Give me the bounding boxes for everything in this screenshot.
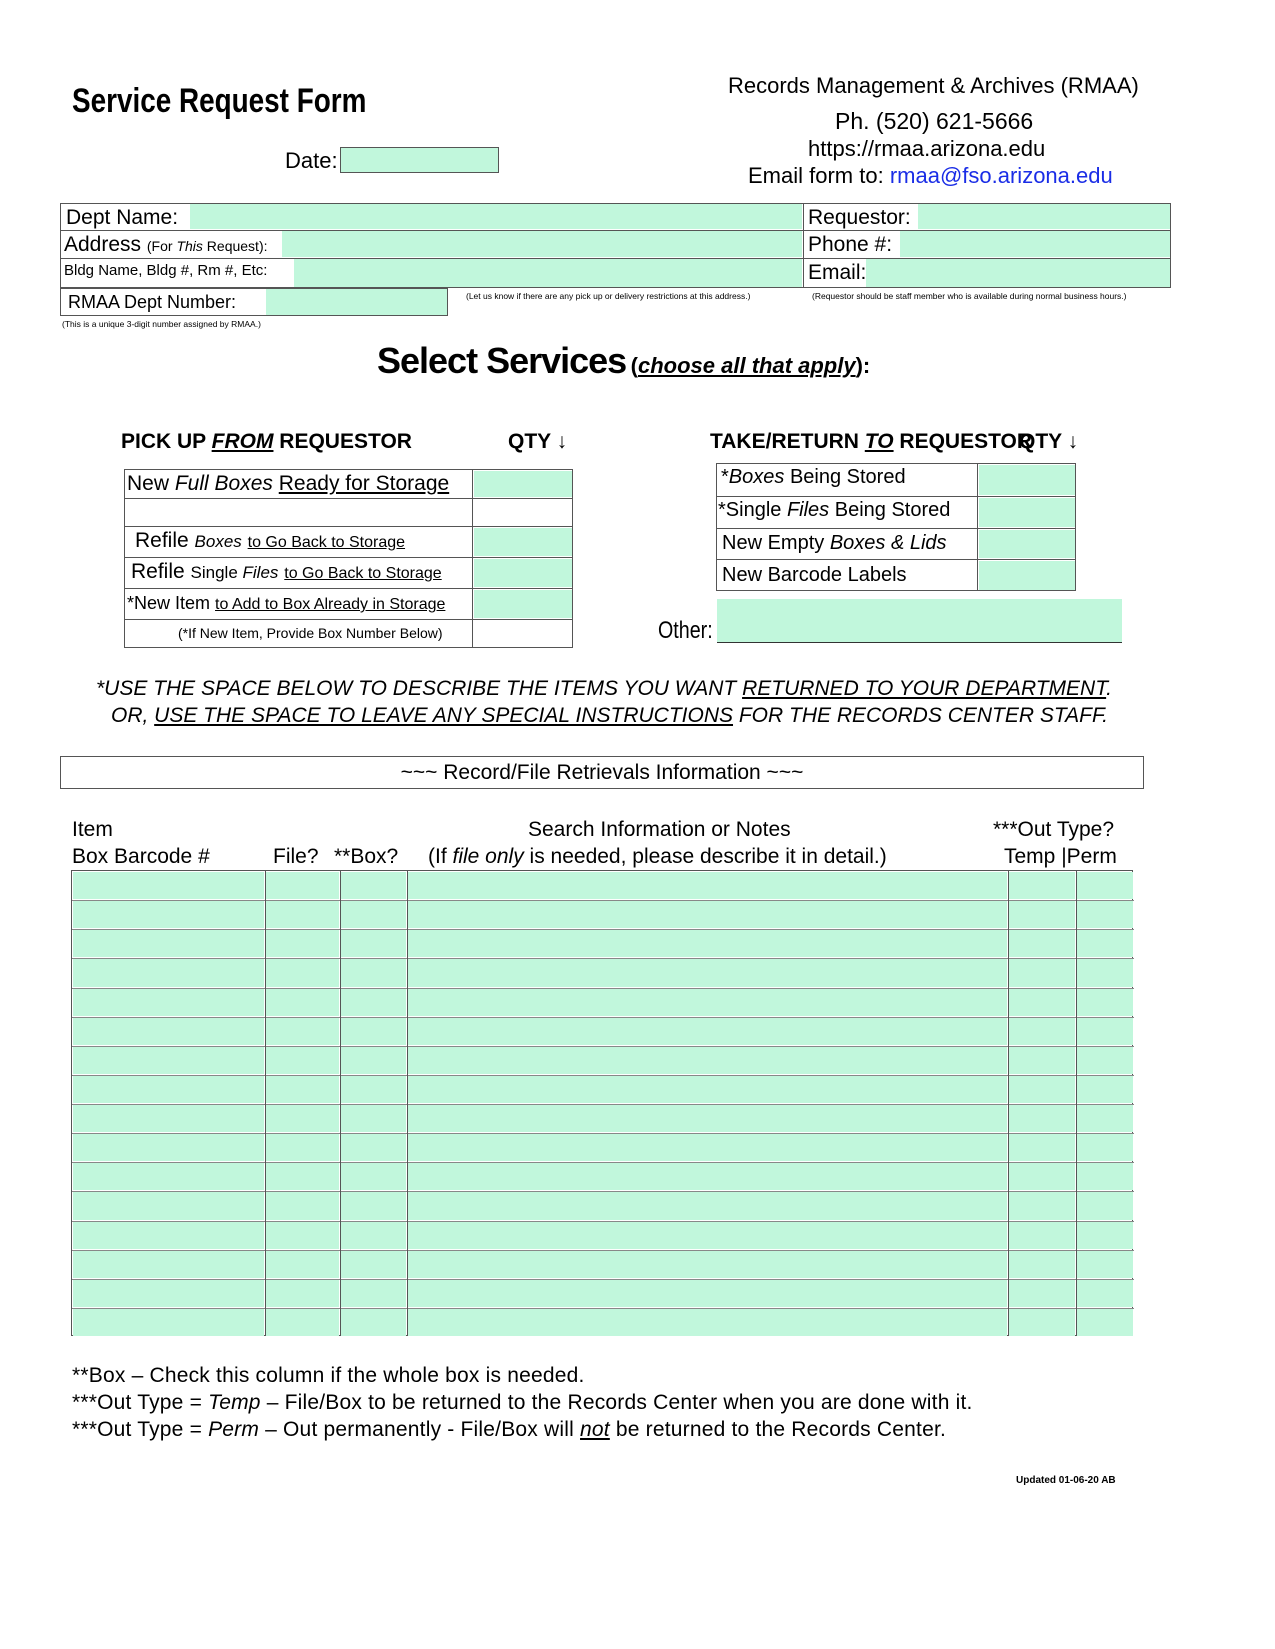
retrieval-temp-cell[interactable] — [1009, 989, 1075, 1016]
retrieval-box-cell[interactable] — [341, 901, 406, 928]
other-label: Other: — [658, 617, 713, 644]
retrieval-temp-cell[interactable] — [1009, 1163, 1075, 1190]
retrieval-file-cell[interactable] — [266, 901, 339, 928]
retrieval-row-divider — [72, 958, 1134, 959]
dept-name-field[interactable] — [190, 204, 802, 229]
retrieval-barcode-cell[interactable] — [73, 1047, 264, 1074]
retrieval-temp-cell[interactable] — [1009, 901, 1075, 928]
retrieval-box-cell[interactable] — [341, 959, 406, 986]
retrieval-row-divider — [72, 1308, 1134, 1309]
retrieval-search-cell[interactable] — [408, 1047, 1007, 1074]
date-label: Date: — [285, 148, 338, 173]
retrieval-perm-cell[interactable] — [1077, 1163, 1133, 1190]
retrieval-barcode-cell[interactable] — [73, 1192, 264, 1219]
col-search-label: Search Information or Notes — [528, 818, 791, 841]
retrieval-row-divider — [72, 1162, 1134, 1163]
retrieval-row-divider — [72, 988, 1134, 989]
retrieval-temp-cell[interactable] — [1009, 1018, 1075, 1045]
retrieval-search-cell[interactable] — [408, 1105, 1007, 1132]
retrieval-file-cell[interactable] — [266, 959, 339, 986]
retrieval-col-divider — [265, 871, 266, 1335]
retrieval-search-cell[interactable] — [408, 959, 1007, 986]
retrieval-row-divider — [72, 1279, 1134, 1280]
retrieval-perm-cell[interactable] — [1077, 872, 1133, 899]
requestor-field[interactable] — [918, 204, 1170, 229]
retrieval-file-cell[interactable] — [266, 1280, 339, 1307]
retrieval-file-cell[interactable] — [266, 1047, 339, 1074]
address-label: Address — [64, 233, 142, 256]
retrievals-banner-text: ~~~ Record/File Retrievals Information ~~~ — [400, 761, 804, 784]
retrieval-barcode-cell[interactable] — [73, 1309, 264, 1336]
address-field[interactable] — [282, 231, 802, 257]
email-line — [748, 163, 1113, 189]
retrieval-barcode-cell[interactable] — [73, 959, 264, 986]
select-services-heading: Select Services (choose all that apply): — [377, 340, 871, 381]
footnote-perm: ***Out Type = Perm – Out permanently - File/Box will not be returned to the Records Center. — [72, 1418, 947, 1441]
pickup-row-new-full-boxes: New Full Boxes Ready for Storage — [127, 472, 450, 495]
footnote-temp: ***Out Type = Temp – File/Box to be returned to the Records Center when you are done with it. — [72, 1391, 973, 1414]
org-url: https://rmaa.arizona.edu — [808, 136, 1046, 161]
retrieval-box-cell[interactable] — [341, 872, 406, 899]
address-for-pre: (For — [146, 238, 177, 254]
address-for-post: Request): — [202, 238, 268, 254]
retrieval-row-divider — [72, 900, 1134, 901]
retrieval-search-cell[interactable] — [408, 930, 1007, 957]
requestor-label: Requestor: — [808, 206, 911, 229]
retrieval-search-cell[interactable] — [408, 1222, 1007, 1249]
retrieval-box-cell[interactable] — [341, 1018, 406, 1045]
instructions-line-2: OR, USE THE SPACE TO LEAVE ANY SPECIAL INSTRUCTIONS FOR THE RECORDS CENTER STAFF. — [111, 704, 1108, 727]
col-file-label: File? — [273, 845, 319, 868]
return-heading: TAKE/RETURN TO REQUESTOR — [710, 430, 1033, 453]
phone-field[interactable] — [900, 231, 1170, 257]
retrieval-barcode-cell[interactable] — [73, 1105, 264, 1132]
retrieval-box-cell[interactable] — [341, 1134, 406, 1161]
retrieval-file-cell[interactable] — [266, 1251, 339, 1278]
return-qty-barcode-labels[interactable] — [979, 561, 1075, 590]
retrieval-search-cell[interactable] — [408, 1309, 1007, 1336]
retrieval-perm-cell[interactable] — [1077, 1280, 1133, 1307]
pickup-restriction-note: (Let us know if there are any pick up or delivery restrictions at this address.) — [466, 291, 751, 301]
col-outtype-label: ***Out Type? — [993, 818, 1115, 841]
rmaa-dept-field[interactable] — [266, 289, 447, 315]
retrieval-box-cell[interactable] — [341, 1105, 406, 1132]
pickup-qty-new-full-boxes[interactable] — [474, 471, 572, 497]
retrieval-perm-cell[interactable] — [1077, 1309, 1133, 1336]
retrieval-row-divider — [72, 1191, 1134, 1192]
retrieval-file-cell[interactable] — [266, 1018, 339, 1045]
retrieval-file-cell[interactable] — [266, 989, 339, 1016]
retrieval-temp-cell[interactable] — [1009, 1047, 1075, 1074]
retrieval-temp-cell[interactable] — [1009, 1105, 1075, 1132]
retrieval-temp-cell[interactable] — [1009, 1222, 1075, 1249]
retrieval-temp-cell[interactable] — [1009, 1309, 1075, 1336]
email-link[interactable]: rmaa@fso.arizona.edu — [889, 163, 1113, 188]
col-perm-label: Perm — [1066, 845, 1117, 868]
retrieval-box-cell[interactable] — [341, 1076, 406, 1103]
retrieval-barcode-cell[interactable] — [73, 901, 264, 928]
retrievals-grid — [71, 870, 1133, 1336]
pickup-qty-new-item[interactable] — [474, 590, 572, 618]
retrieval-search-cell[interactable] — [408, 901, 1007, 928]
pickup-qty-label: QTY ↓ — [508, 430, 568, 453]
retrieval-barcode-cell[interactable] — [73, 1134, 264, 1161]
return-row-files-stored: *Single Files Being Stored — [718, 499, 951, 521]
retrieval-perm-cell[interactable] — [1077, 1105, 1133, 1132]
bldg-field[interactable] — [294, 259, 802, 287]
retrieval-temp-cell[interactable] — [1009, 959, 1075, 986]
retrieval-search-cell[interactable] — [408, 1018, 1007, 1045]
retrieval-barcode-cell[interactable] — [73, 989, 264, 1016]
return-qty-empty-boxes[interactable] — [979, 530, 1075, 558]
pickup-qty-refile-boxes[interactable] — [474, 528, 572, 556]
retrieval-temp-cell[interactable] — [1009, 1192, 1075, 1219]
pickup-row-new-item-note: (*If New Item, Provide Box Number Below) — [178, 625, 443, 641]
retrieval-barcode-cell[interactable] — [73, 1163, 264, 1190]
email-field-label: Email: — [808, 261, 867, 284]
retrieval-box-cell[interactable] — [341, 1251, 406, 1278]
return-row-barcode-labels: New Barcode Labels — [722, 564, 907, 586]
retrieval-row-divider — [72, 929, 1134, 930]
address-label-line — [64, 233, 268, 257]
retrieval-perm-cell[interactable] — [1077, 1076, 1133, 1103]
retrieval-barcode-cell[interactable] — [73, 1076, 264, 1103]
pickup-heading: PICK UP FROM REQUESTOR — [121, 430, 412, 453]
email-field[interactable] — [866, 259, 1170, 287]
retrieval-perm-cell[interactable] — [1077, 901, 1133, 928]
retrieval-search-cell[interactable] — [408, 1134, 1007, 1161]
retrieval-perm-cell[interactable] — [1077, 959, 1133, 986]
retrieval-perm-cell[interactable] — [1077, 1018, 1133, 1045]
col-search-sub-label: (If file only is needed, please describe it in detail.) — [428, 845, 887, 868]
rmaa-dept-label: RMAA Dept Number: — [68, 292, 237, 312]
col-box-label: **Box? — [334, 845, 399, 868]
retrieval-temp-cell[interactable] — [1009, 930, 1075, 957]
pickup-qty-refile-files[interactable] — [474, 559, 572, 587]
retrieval-search-cell[interactable] — [408, 1251, 1007, 1278]
retrieval-barcode-cell[interactable] — [73, 1222, 264, 1249]
retrieval-col-divider — [1008, 871, 1009, 1335]
retrieval-col-divider — [407, 871, 408, 1335]
retrieval-barcode-cell[interactable] — [73, 1280, 264, 1307]
return-qty-files-stored[interactable] — [979, 498, 1075, 527]
retrieval-search-cell[interactable] — [408, 1163, 1007, 1190]
retrieval-perm-cell[interactable] — [1077, 1134, 1133, 1161]
retrieval-row-divider — [72, 1104, 1134, 1105]
col-temp-perm-label: Temp |Perm — [1004, 845, 1117, 868]
return-qty-label: QTY ↓ — [1019, 430, 1079, 453]
org-phone: Ph. (520) 621-5666 — [835, 108, 1034, 134]
retrieval-file-cell[interactable] — [266, 1309, 339, 1336]
footnote-box: **Box – Check this column if the whole box is needed. — [72, 1364, 585, 1387]
pickup-row-new-item: *New Item to Add to Box Already in Storage — [127, 593, 446, 613]
return-row-boxes-stored: *Boxes Being Stored — [721, 466, 906, 488]
col-barcode-label: Box Barcode # — [72, 845, 210, 868]
retrieval-temp-cell[interactable] — [1009, 1076, 1075, 1103]
retrieval-box-cell[interactable] — [341, 1163, 406, 1190]
retrieval-file-cell[interactable] — [266, 1134, 339, 1161]
retrieval-perm-cell[interactable] — [1077, 1251, 1133, 1278]
return-row-empty-boxes: New Empty Boxes & Lids — [722, 532, 947, 554]
col-temp-label: Temp — [1004, 845, 1056, 868]
retrieval-perm-cell[interactable] — [1077, 1222, 1133, 1249]
retrieval-barcode-cell[interactable] — [73, 872, 264, 899]
retrieval-row-divider — [72, 1075, 1134, 1076]
form-title: Service Request Form — [72, 82, 367, 120]
retrieval-barcode-cell[interactable] — [73, 930, 264, 957]
retrieval-row-divider — [72, 1046, 1134, 1047]
retrieval-box-cell[interactable] — [341, 1309, 406, 1336]
other-field[interactable] — [717, 599, 1122, 643]
retrieval-col-divider — [1076, 871, 1077, 1335]
retrieval-box-cell[interactable] — [341, 1222, 406, 1249]
retrieval-search-cell[interactable] — [408, 989, 1007, 1016]
pickup-row-refile-files: Refile Single Files to Go Back to Storage — [131, 560, 442, 583]
date-field[interactable] — [340, 147, 499, 173]
bldg-label: Bldg Name, Bldg #, Rm #, Etc: — [64, 262, 268, 279]
retrieval-temp-cell[interactable] — [1009, 1134, 1075, 1161]
retrieval-file-cell[interactable] — [266, 1163, 339, 1190]
retrieval-temp-cell[interactable] — [1009, 872, 1075, 899]
retrieval-search-cell[interactable] — [408, 872, 1007, 899]
retrieval-col-divider — [340, 871, 341, 1335]
phone-label: Phone #: — [808, 233, 893, 256]
retrieval-row-divider — [72, 1017, 1134, 1018]
retrieval-box-cell[interactable] — [341, 989, 406, 1016]
address-for-em: This — [176, 238, 203, 254]
retrieval-barcode-cell[interactable] — [73, 1251, 264, 1278]
col-item-label: Item — [72, 818, 113, 841]
retrieval-row-divider — [72, 1250, 1134, 1251]
pickup-row-refile-boxes: Refile Boxes to Go Back to Storage — [135, 529, 406, 552]
retrieval-file-cell[interactable] — [266, 1192, 339, 1219]
retrieval-temp-cell[interactable] — [1009, 1280, 1075, 1307]
retrieval-search-cell[interactable] — [408, 1192, 1007, 1219]
retrieval-perm-cell[interactable] — [1077, 1047, 1133, 1074]
updated-note: Updated 01-06-20 AB — [1016, 1475, 1116, 1486]
instructions-line-1: *USE THE SPACE BELOW TO DESCRIBE THE ITEMS YOU WANT RETURNED TO YOUR DEPARTMENT. — [96, 677, 1112, 700]
retrieval-file-cell[interactable] — [266, 1076, 339, 1103]
requestor-note: (Requestor should be staff member who is available during normal business hours.) — [812, 291, 1127, 301]
retrieval-box-cell[interactable] — [341, 930, 406, 957]
dept-name-label: Dept Name: — [66, 206, 179, 229]
retrieval-box-cell[interactable] — [341, 1192, 406, 1219]
retrieval-row-divider — [72, 1133, 1134, 1134]
retrieval-box-cell[interactable] — [341, 1047, 406, 1074]
retrieval-file-cell[interactable] — [266, 930, 339, 957]
retrieval-perm-cell[interactable] — [1077, 989, 1133, 1016]
retrieval-temp-cell[interactable] — [1009, 1251, 1075, 1278]
email-label: Email form to: — [748, 163, 884, 188]
rmaa-dept-note: (This is a unique 3-digit number assigned by RMAA.) — [62, 319, 261, 329]
retrieval-barcode-cell[interactable] — [73, 1018, 264, 1045]
retrieval-file-cell[interactable] — [266, 1222, 339, 1249]
retrieval-box-cell[interactable] — [341, 1280, 406, 1307]
retrieval-file-cell[interactable] — [266, 872, 339, 899]
retrieval-perm-cell[interactable] — [1077, 1192, 1133, 1219]
retrieval-search-cell[interactable] — [408, 1076, 1007, 1103]
retrieval-search-cell[interactable] — [408, 1280, 1007, 1307]
org-name: Records Management & Archives (RMAA) — [728, 73, 1139, 98]
retrieval-row-divider — [72, 1221, 1134, 1222]
retrieval-perm-cell[interactable] — [1077, 930, 1133, 957]
retrieval-file-cell[interactable] — [266, 1105, 339, 1132]
return-qty-boxes-stored[interactable] — [979, 465, 1075, 495]
